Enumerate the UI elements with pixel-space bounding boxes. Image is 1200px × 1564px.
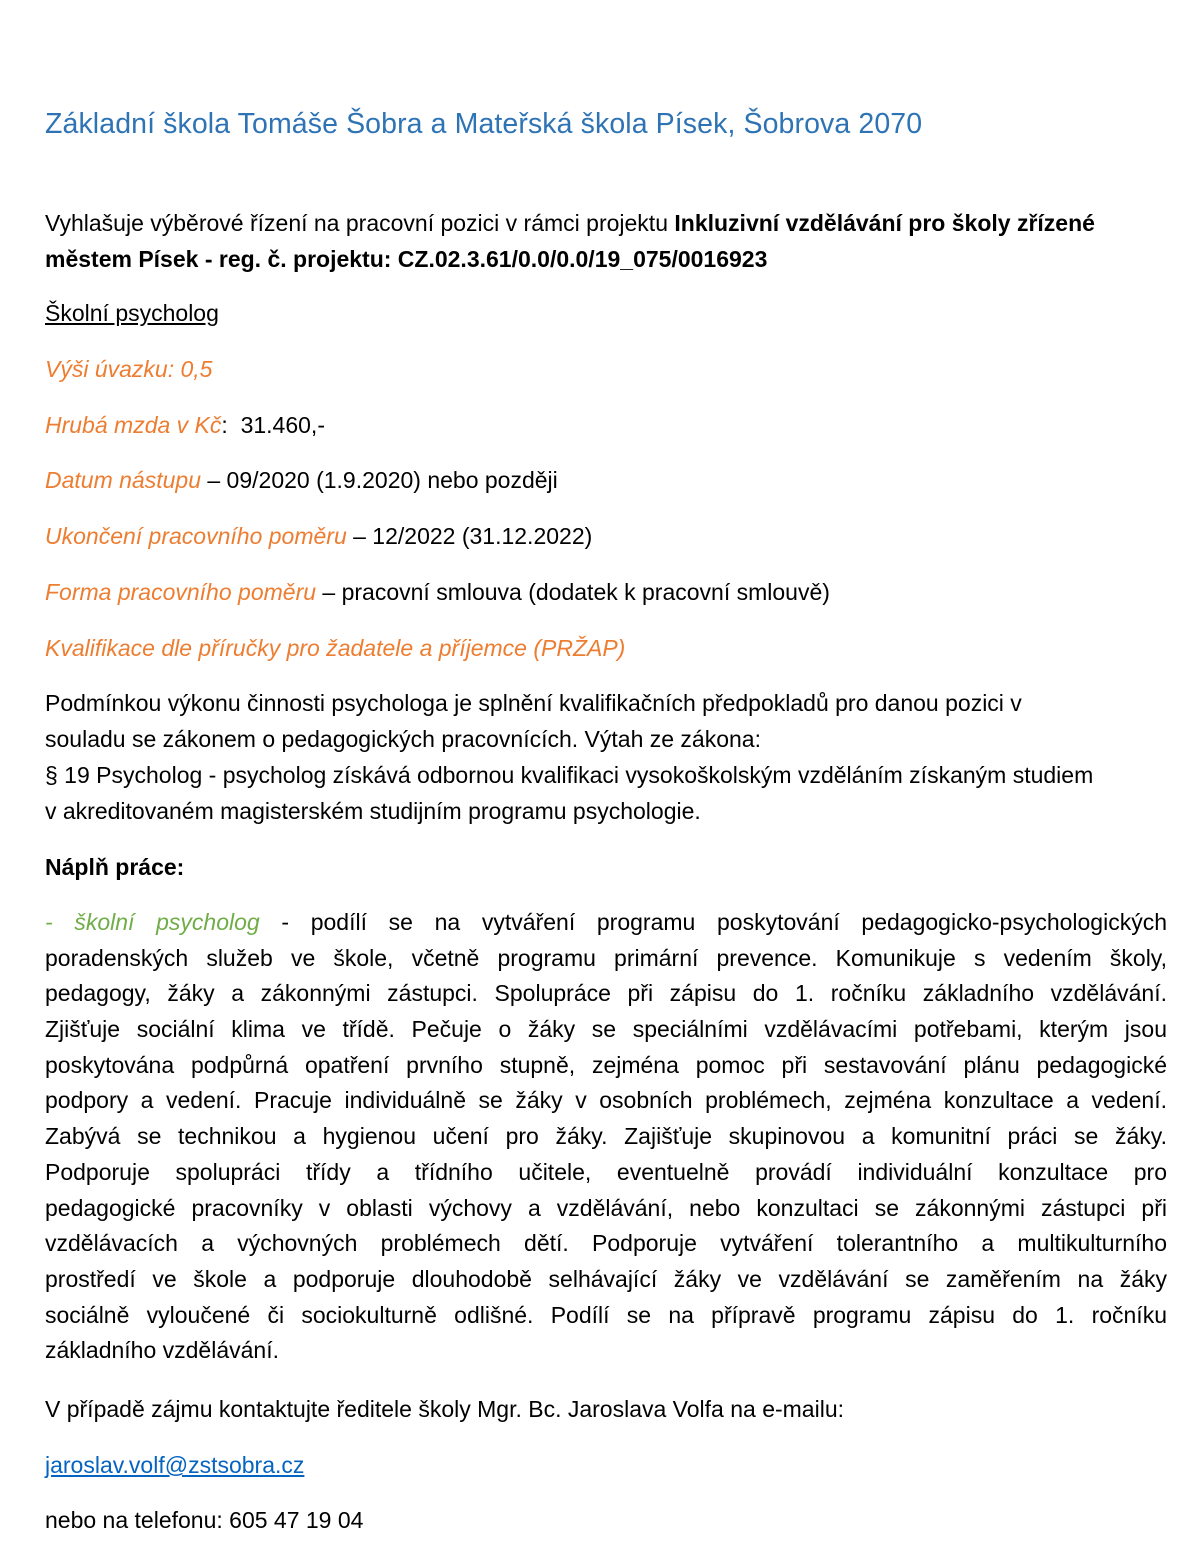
project-name-part-2: městem Písek - reg. č. projektu: CZ.02.3.61/0.0/0.0/19_075/0016923	[45, 246, 768, 272]
phone-line: nebo na telefonu: 605 47 19 04	[45, 1507, 364, 1533]
email-link[interactable]: jaroslav.volf@zstsobra.cz	[45, 1452, 305, 1478]
job-line: Zabývá se technikou a hygienou učení pro žáky. Zajišťuje skupinovou a komunitní práci se žáky.	[45, 1123, 1167, 1150]
position-title: Školní psycholog	[45, 300, 219, 326]
employment-form-row	[45, 577, 830, 607]
salary-label: Hrubá mzda v Kč	[45, 412, 222, 438]
job-line: pedagogické pracovníky v oblasti výchovy a vzdělávání, nebo konzultaci se zákonnými zástupci při	[45, 1194, 1167, 1221]
qualification-line: souladu se zákonem o pedagogických pracovnících. Výtah ze zákona:	[45, 726, 761, 752]
workload-label: Výši úvazku: 0,5	[45, 356, 213, 382]
school-name-heading: Základní škola Tomáše Šobra a Mateřská škola Písek, Šobrova 2070	[45, 108, 923, 140]
start-date-row	[45, 465, 558, 495]
employment-form-label: Forma pracovního poměru	[45, 579, 317, 605]
job-line: podpory a vedení. Pracuje individuálně se žáky v osobních problémech, zejména konzultace a vedení.	[45, 1087, 1167, 1114]
job-line: poradenských služeb ve škole, včetně programu primární prevence. Komunikuje s vedením školy,	[45, 944, 1167, 971]
job-line: prostředí ve škole a podporuje dlouhodobě selhávající žáky ve vzdělávání se zaměřením na žáky	[45, 1265, 1167, 1292]
job-line: vzdělávacích a výchovných problémech dětí. Podporuje vytváření tolerantního a multikulturního	[45, 1230, 1167, 1257]
qualification-paragraph	[45, 685, 1167, 829]
end-date-value: – 12/2022 (31.12.2022)	[346, 523, 593, 549]
start-date-value: – 09/2020 (1.9.2020) nebo později	[200, 467, 558, 493]
qualification-line: § 19 Psycholog - psycholog získává odbornou kvalifikaci vysokoškolským vzděláním získaným studiem	[45, 762, 1094, 788]
job-line: poskytována podpůrná opatření prvního stupně, zejména pomoc při sestavování plánu pedagogické	[45, 1051, 1167, 1078]
project-name-part-1: Inkluzivní vzdělávání pro školy zřízené	[674, 210, 1095, 236]
end-date-row	[45, 521, 592, 551]
intro-paragraph	[45, 205, 1167, 277]
contact-intro: V případě zájmu kontaktujte ředitele školy Mgr. Bc. Jaroslava Volfa na e-mailu:	[45, 1396, 845, 1422]
salary-row	[45, 410, 325, 440]
qualification-line: v akreditovaném magisterském studijním programu psychologie.	[45, 798, 701, 824]
end-date-label: Ukončení pracovního poměru	[45, 523, 347, 549]
qualification-heading: Kvalifikace dle příručky pro žadatele a příjemce (PRŽAP)	[45, 635, 626, 661]
job-line: Podporuje spolupráci třídy a třídního učitele, eventuelně provádí individuální konzultace pro	[45, 1158, 1167, 1185]
job-description-heading: Náplň práce:	[45, 854, 185, 880]
employment-form-value: – pracovní smlouva (dodatek k pracovní smlouvě)	[316, 579, 830, 605]
qualification-line: Podmínkou výkonu činnosti psychologa je splnění kvalifikačních předpokladů pro danou pozici v	[45, 690, 1022, 716]
job-line: sociálně vyloučené či sociokulturně odlišné. Podílí se na přípravě programu zápisu do 1. ročníku	[45, 1301, 1167, 1328]
intro-text: Vyhlašuje výběrové řízení na pracovní pozici v rámci projektu	[45, 210, 675, 236]
start-date-label: Datum nástupu	[45, 467, 201, 493]
job-line: základního vzdělávání.	[45, 1337, 279, 1364]
job-role-name: - školní psycholog	[45, 909, 260, 935]
job-line	[45, 904, 1167, 940]
job-line: Zjišťuje sociální klima ve třídě. Pečuje o žáky se speciálními vzdělávacími potřebami, kterým jsou	[45, 1016, 1167, 1043]
job-line-text: - podílí se na vytváření programu poskytování pedagogicko-psychologických	[259, 909, 1168, 935]
job-line: pedagogy, žáky a zákonnými zástupci. Spolupráce při zápisu do 1. ročníku základního vzdělávání.	[45, 980, 1167, 1007]
salary-value: : 31.460,-	[221, 412, 325, 438]
job-description-paragraph	[45, 904, 1167, 1368]
